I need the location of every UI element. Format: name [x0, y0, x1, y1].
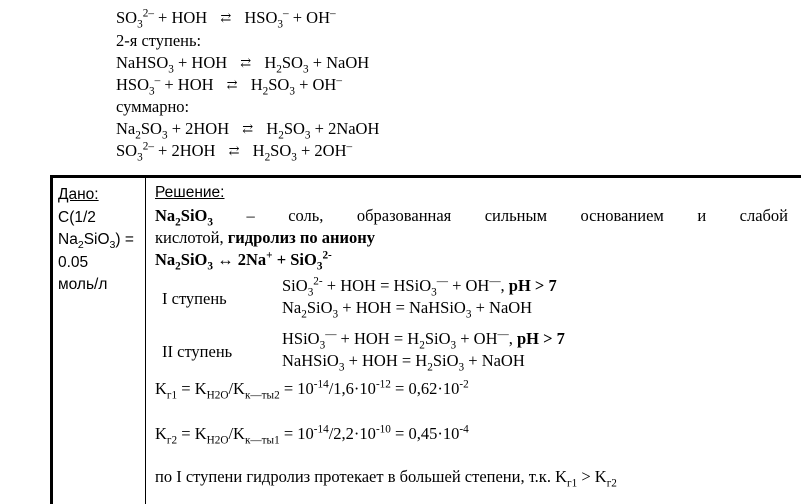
- equilibrium-arrow-icon: ⇄: [242, 121, 254, 136]
- equilibrium-arrow-icon: ⇄: [228, 143, 240, 158]
- given-cell: [58, 184, 134, 297]
- stage-1-label: I ступень: [162, 289, 227, 308]
- summary-heading: суммарно:: [116, 97, 190, 116]
- equation-line-3: NaHSO$_3$ + HOH ⇄ $H_2SO_3$ + NaOH: [116, 53, 370, 76]
- conclusion-text: по I ступени гидролиз протекает в большей степени, т.к. $K_{г1} > K_{г2}$: [155, 467, 617, 490]
- given-line-3: 0.05: [58, 253, 89, 271]
- equation-line-1: $SO_3^{2-}$ + HOH ⇄ $HSO_3^- + OH^-$: [116, 7, 336, 31]
- equation-line-6: $Na_2SO_3 + 2HOH$ ⇄ $H_2SO_3$ + 2NaOH: [116, 119, 380, 142]
- stage-2-label: II ступень: [162, 342, 233, 361]
- given-line-4: моль/л: [58, 276, 108, 293]
- solution-paragraph-line-2: кислотой, гидролиз по аниону: [155, 228, 375, 247]
- equation-line-7: $SO_3^{2-} + 2HOH$ ⇄ $H_2SO_3 + 2OH^-$: [116, 140, 353, 164]
- solution-paragraph-line-1: $Na_2SiO_3$ – соль, образованная сильным основанием и слабой: [155, 206, 789, 229]
- stage-1-equation-1: SiO$_3^{2-}$ + HOH = HSiO$_3$— + OH—, pH > 7: [282, 275, 557, 299]
- equation-line-4: $HSO_3^-$ + HOH ⇄ $H_2SO_3 + OH^-$: [116, 74, 342, 98]
- stage-2-equation-1: HSiO$_3$— + HOH = $H_2SiO_3 + OH^—$, pH > 7: [282, 328, 565, 352]
- hydrolysis-constant-1: $K_{г1} = K_{H2O}/K_{к—ты2} = 10^{-14}/1,6\cdot 10^{-12} = 0,62\cdot 10^{-2}$: [155, 378, 469, 402]
- table-column-divider: [145, 178, 146, 504]
- equilibrium-arrow-icon: ⇄: [226, 77, 238, 92]
- table-top-border: [50, 175, 801, 178]
- given-line-2: $Na_2SiO_3$) =: [58, 231, 134, 252]
- dissociation-equation: $Na_2SiO_3$ ↔ 2Na+ + SiO$_3^{2-}$: [155, 249, 332, 273]
- equilibrium-arrow-icon: ⇄: [240, 55, 252, 70]
- equilibrium-arrow-icon: ⇄: [220, 10, 232, 25]
- stage-2-equation-2: NaHSiO$_3$ + HOH = $H_2SiO_3$ + NaOH: [282, 351, 525, 374]
- hydrolysis-constant-2: $K_{г2} = K_{H2O}/K_{к—ты1} = 10^{-14}/2,2\cdot 10^{-10} = 0,45\cdot 10^{-4}$: [155, 423, 469, 447]
- stage-1-equation-2: $Na_2SiO_3$ + HOH = NaHSiO$_3$ + NaOH: [282, 298, 533, 321]
- solution-title: Решение:: [155, 184, 225, 201]
- given-line-1: C(1/2: [58, 208, 96, 226]
- given-title: Дано:: [58, 186, 99, 203]
- stage-2-heading: 2-я ступень:: [116, 31, 202, 50]
- table-left-border: [50, 175, 53, 504]
